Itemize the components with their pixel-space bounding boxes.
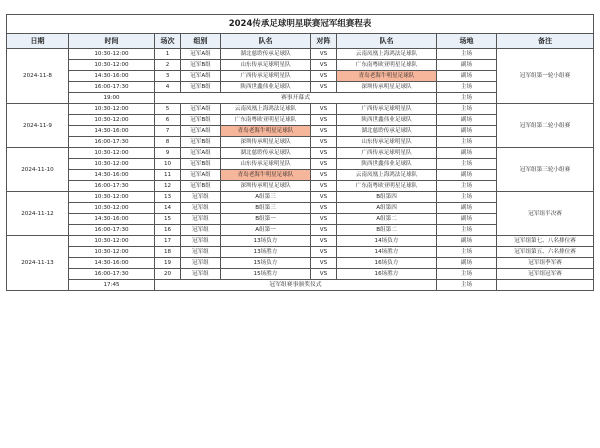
group-cell: 冠军组 <box>181 247 221 258</box>
match-no-cell: 3 <box>155 71 181 82</box>
team-away-cell: 广东南粤欧亚明星足球队 <box>337 181 437 192</box>
team-away-cell: B组第四 <box>337 192 437 203</box>
team-away-cell: 云南凤凰上海鸿法足球队 <box>337 49 437 60</box>
venue-cell: 副场 <box>437 115 497 126</box>
header-team-home: 队名 <box>221 34 311 49</box>
team-away-cell: 广西传承足球明星队 <box>337 148 437 159</box>
table-row <box>7 192 594 203</box>
table-row <box>7 104 594 115</box>
venue-cell: 主场 <box>437 104 497 115</box>
match-no-cell: 11 <box>155 170 181 181</box>
team-away-cell: 深圳传承明星足球队 <box>337 82 437 93</box>
match-no-cell: 14 <box>155 203 181 214</box>
time-cell: 16:00-17:30 <box>69 225 155 236</box>
time-cell: 10:30-12:00 <box>69 192 155 203</box>
match-no-cell: 13 <box>155 192 181 203</box>
versus-cell: VS <box>311 137 337 148</box>
group-cell: 冠军A组 <box>181 170 221 181</box>
team-away-cell: B组第二 <box>337 225 437 236</box>
note-cell: 冠军组第七、八名排位赛 <box>497 236 594 247</box>
versus-cell: VS <box>311 269 337 280</box>
venue-cell: 副场 <box>437 71 497 82</box>
header-row <box>7 34 594 49</box>
group-cell: 冠军组 <box>181 192 221 203</box>
team-away-cell: 16场负方 <box>337 258 437 269</box>
team-away-cell: 陕西世鑫伟业足球队 <box>337 115 437 126</box>
time-cell: 10:30-12:00 <box>69 60 155 71</box>
match-no-cell: 20 <box>155 269 181 280</box>
date-cell: 2024-11-10 <box>7 148 69 192</box>
time-cell: 10:30-12:00 <box>69 115 155 126</box>
venue-cell: 副场 <box>437 258 497 269</box>
match-no-cell: 10 <box>155 159 181 170</box>
versus-cell: VS <box>311 159 337 170</box>
group-cell: 冠军B组 <box>181 181 221 192</box>
team-home-cell: 青岛老海牛明星足球队 <box>221 170 311 181</box>
group-cell: 冠军B组 <box>181 115 221 126</box>
versus-cell: VS <box>311 60 337 71</box>
team-away-cell: A组第四 <box>337 203 437 214</box>
versus-cell: VS <box>311 214 337 225</box>
team-home-cell: B组第一 <box>221 214 311 225</box>
time-cell: 16:00-17:30 <box>69 82 155 93</box>
group-cell: 冠军组 <box>181 214 221 225</box>
team-away-cell: 广西传承足球明星队 <box>337 104 437 115</box>
team-away-cell: 16场胜方 <box>337 269 437 280</box>
match-no-cell: 6 <box>155 115 181 126</box>
time-cell: 10:30-12:00 <box>69 49 155 60</box>
group-cell: 冠军组 <box>181 269 221 280</box>
time-cell: 14:30-16:00 <box>69 126 155 137</box>
table-row <box>7 258 594 269</box>
group-cell: 冠军B组 <box>181 82 221 93</box>
versus-cell: VS <box>311 258 337 269</box>
team-home-cell: 深圳传承明星足球队 <box>221 181 311 192</box>
team-home-cell: 广西传承足球明星队 <box>221 71 311 82</box>
venue-cell: 主场 <box>437 82 497 93</box>
versus-cell: VS <box>311 236 337 247</box>
group-cell: 冠军A组 <box>181 71 221 82</box>
match-no-cell: 4 <box>155 82 181 93</box>
header-match-no: 场次 <box>155 34 181 49</box>
team-home-cell: B组第三 <box>221 203 311 214</box>
table-row <box>7 269 594 280</box>
team-home-cell: 广东南粤欧亚明星足球队 <box>221 115 311 126</box>
table-row <box>7 148 594 159</box>
match-no-cell: 9 <box>155 148 181 159</box>
header-time: 时间 <box>69 34 155 49</box>
match-no-cell: 2 <box>155 60 181 71</box>
match-no-cell: 5 <box>155 104 181 115</box>
time-cell: 10:30-12:00 <box>69 236 155 247</box>
group-cell: 冠军A组 <box>181 126 221 137</box>
header-team-away: 队名 <box>337 34 437 49</box>
schedule-table <box>6 14 594 291</box>
versus-cell: VS <box>311 181 337 192</box>
venue-cell: 主场 <box>437 280 497 291</box>
team-away-cell: 云南凤凰上海鸿法足球队 <box>337 170 437 181</box>
venue-cell: 副场 <box>437 126 497 137</box>
header-venue: 场地 <box>437 34 497 49</box>
ceremony-text: 赛事开幕式 <box>155 93 437 104</box>
note-cell: 冠军组季军赛 <box>497 258 594 269</box>
match-no-cell: 7 <box>155 126 181 137</box>
date-cell: 2024-11-9 <box>7 104 69 148</box>
date-cell: 2024-11-8 <box>7 49 69 104</box>
table-row <box>7 49 594 60</box>
match-no-cell: 16 <box>155 225 181 236</box>
group-cell: 冠军B组 <box>181 60 221 71</box>
time-cell: 17:45 <box>69 280 155 291</box>
team-away-cell: 广东南粤欧亚明星足球队 <box>337 60 437 71</box>
venue-cell: 主场 <box>437 192 497 203</box>
time-cell: 14:30-16:00 <box>69 258 155 269</box>
versus-cell: VS <box>311 82 337 93</box>
venue-cell: 主场 <box>437 93 497 104</box>
time-cell: 14:30-16:00 <box>69 170 155 181</box>
venue-cell: 副场 <box>437 148 497 159</box>
time-cell: 10:30-12:00 <box>69 159 155 170</box>
versus-cell: VS <box>311 203 337 214</box>
venue-cell: 主场 <box>437 269 497 280</box>
note-cell: 冠军组半决赛 <box>497 192 594 236</box>
team-home-cell: 山东传承足球明星队 <box>221 159 311 170</box>
time-cell: 10:30-12:00 <box>69 247 155 258</box>
team-home-cell: 深圳传承明星足球队 <box>221 137 311 148</box>
versus-cell: VS <box>311 104 337 115</box>
group-cell: 冠军A组 <box>181 148 221 159</box>
schedule-sheet <box>6 14 593 291</box>
table-title: 2024传承足球明星联赛冠军组赛程表 <box>7 15 594 34</box>
group-cell: 冠军A组 <box>181 104 221 115</box>
schedule-body <box>7 49 594 291</box>
match-no-cell: 18 <box>155 247 181 258</box>
versus-cell: VS <box>311 49 337 60</box>
ceremony-text: 冠军组赛事颁奖仪式 <box>155 280 437 291</box>
time-cell: 14:30-16:00 <box>69 214 155 225</box>
note-cell: 冠军组第三轮小组赛 <box>497 148 594 192</box>
time-cell: 16:00-17:30 <box>69 181 155 192</box>
match-no-cell: 1 <box>155 49 181 60</box>
time-cell: 10:30-12:00 <box>69 104 155 115</box>
group-cell: 冠军组 <box>181 258 221 269</box>
versus-cell: VS <box>311 192 337 203</box>
venue-cell: 主场 <box>437 247 497 258</box>
team-home-cell: 13场负方 <box>221 236 311 247</box>
team-away-cell: 陕西世鑫伟业足球队 <box>337 159 437 170</box>
time-cell: 16:00-17:30 <box>69 137 155 148</box>
time-cell: 14:30-16:00 <box>69 71 155 82</box>
match-no-cell: 15 <box>155 214 181 225</box>
match-no-cell: 19 <box>155 258 181 269</box>
ceremony-row <box>7 280 594 291</box>
match-no-cell: 8 <box>155 137 181 148</box>
versus-cell: VS <box>311 148 337 159</box>
date-cell: 2024-11-12 <box>7 192 69 236</box>
versus-cell: VS <box>311 115 337 126</box>
table-row <box>7 247 594 258</box>
note-cell <box>497 280 594 291</box>
match-no-cell: 17 <box>155 236 181 247</box>
versus-cell: VS <box>311 71 337 82</box>
venue-cell: 主场 <box>437 181 497 192</box>
venue-cell: 主场 <box>437 225 497 236</box>
time-cell: 16:00-17:30 <box>69 269 155 280</box>
time-cell: 19:00 <box>69 93 155 104</box>
group-cell: 冠军组 <box>181 225 221 236</box>
venue-cell: 主场 <box>437 137 497 148</box>
team-away-cell: 湖北慈聆传承足球队 <box>337 126 437 137</box>
team-home-cell: 13场胜方 <box>221 247 311 258</box>
venue-cell: 主场 <box>437 159 497 170</box>
team-home-cell: 青岛老海牛明星足球队 <box>221 126 311 137</box>
group-cell: 冠军A组 <box>181 49 221 60</box>
note-cell: 冠军组第二轮小组赛 <box>497 104 594 148</box>
note-cell: 冠军组第一轮小组赛 <box>497 49 594 104</box>
team-home-cell: A组第一 <box>221 225 311 236</box>
header-date: 日期 <box>7 34 69 49</box>
team-away-cell: 山东传承足球明星队 <box>337 137 437 148</box>
team-home-cell: 湖北慈聆传承足球队 <box>221 49 311 60</box>
team-home-cell: 15场胜方 <box>221 269 311 280</box>
team-home-cell: 陕西世鑫伟业足球队 <box>221 82 311 93</box>
time-cell: 10:30-12:00 <box>69 203 155 214</box>
note-cell: 冠军组第五、六名排位赛 <box>497 247 594 258</box>
team-home-cell: A组第三 <box>221 192 311 203</box>
table-row <box>7 236 594 247</box>
venue-cell: 副场 <box>437 60 497 71</box>
venue-cell: 副场 <box>437 203 497 214</box>
venue-cell: 副场 <box>437 214 497 225</box>
time-cell: 10:30-12:00 <box>69 148 155 159</box>
header-note: 备注 <box>497 34 594 49</box>
group-cell: 冠军组 <box>181 236 221 247</box>
team-home-cell: 云南凤凰上海鸿法足球队 <box>221 104 311 115</box>
versus-cell: VS <box>311 247 337 258</box>
group-cell: 冠军B组 <box>181 137 221 148</box>
header-versus: 对阵 <box>311 34 337 49</box>
venue-cell: 副场 <box>437 170 497 181</box>
versus-cell: VS <box>311 225 337 236</box>
note-cell: 冠军组冠军赛 <box>497 269 594 280</box>
team-away-cell: 14场胜方 <box>337 247 437 258</box>
title-row <box>7 15 594 34</box>
team-home-cell: 15场负方 <box>221 258 311 269</box>
header-group: 组别 <box>181 34 221 49</box>
versus-cell: VS <box>311 126 337 137</box>
team-away-cell: 14场负方 <box>337 236 437 247</box>
venue-cell: 主场 <box>437 49 497 60</box>
group-cell: 冠军B组 <box>181 159 221 170</box>
match-no-cell: 12 <box>155 181 181 192</box>
group-cell: 冠军组 <box>181 203 221 214</box>
date-cell: 2024-11-13 <box>7 236 69 291</box>
versus-cell: VS <box>311 170 337 181</box>
venue-cell: 副场 <box>437 236 497 247</box>
team-away-cell: A组第二 <box>337 214 437 225</box>
team-home-cell: 山东传承足球明星队 <box>221 60 311 71</box>
team-home-cell: 湖北慈聆传承足球队 <box>221 148 311 159</box>
team-away-cell: 青岛老海牛明星足球队 <box>337 71 437 82</box>
